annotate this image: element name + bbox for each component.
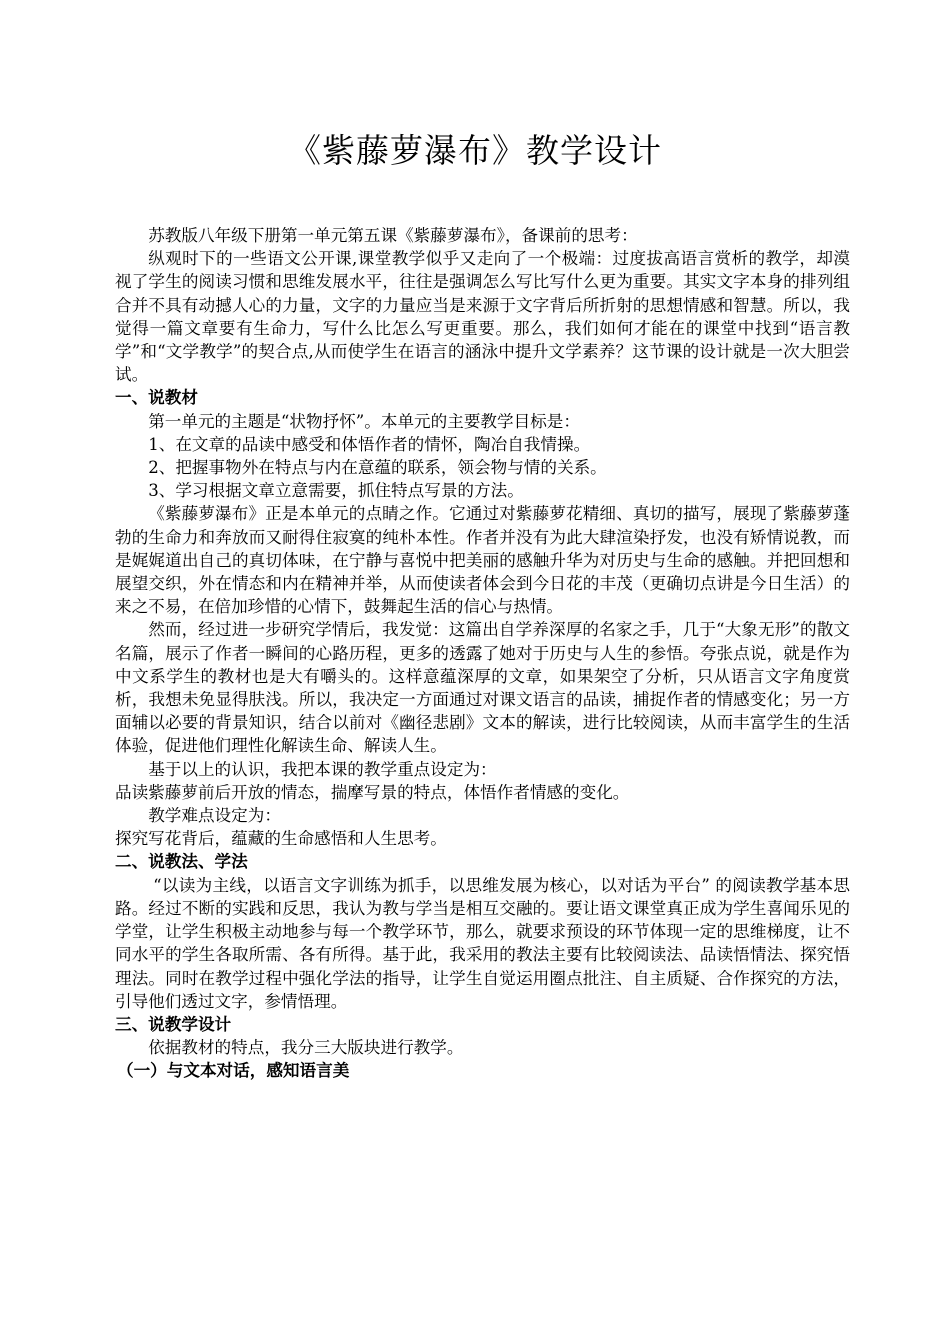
- intro-paragraph-1: 苏教版八年级下册第一单元第五课《紫藤萝瀑布》，备课前的思考：: [148, 226, 638, 245]
- teaching-difficulty: 探究写花背后，蕴藏的生命感悟和人生思考。: [115, 829, 447, 849]
- section2-paragraph-1: “以读为主线，以语言文字训练为抓手，以思维发展为核心，以对话为平台” 的阅读教学基本思路。经过不断的实践和反思，我认为教与学当是相互交融的。要让语文课堂真正成为学生喜闻乐见的学堂，让学生积极主动地参与每一个教学环节，那么，就要求预设的环节体现一定的思维梯度，让不同水平的学生各取所需、各有所得。基于此，我采用的教法主要有比较阅读法、品读悟情法、探究悟理法。同时在教学过程中强化学法的指导，让学生自觉运用圈点批注、自主质疑、合作探究的方法，引导他们透过文字，参情悟理。: [115, 875, 850, 1011]
- goal-item: 2、把握事物外在特点与内在意蕴的联系，领会物与情的关系。: [148, 458, 607, 478]
- section1-paragraph-6: 教学难点设定为：: [148, 806, 281, 826]
- document-title: 《紫藤萝瀑布》教学设计: [288, 131, 662, 170]
- intro-paragraph-2: 纵观时下的一些语文公开课,课堂教学似乎又走向了一个极端：过度拔高语言赏析的教学，却漠视了学生的阅读习惯和思维发展水平，往往是强调怎么写比写什么更为重要。其实文字本身的排列组合并不具有动撼人心的力量，文字的力量应当是来源于文字背后所折射的思想情感和智慧。所以，我觉得一篇文章要有生命力，写什么比怎么写更重要。那么，我们如何才能在的课堂中找到“语言教学”和“文学教学”的契合点,从而使学生在语言的涵泳中提升文学素养？这节课的设计就是一次大胆尝试。: [115, 249, 850, 385]
- teaching-focus: 品读紫藤萝前后开放的情态，揣摩写景的特点，体悟作者情感的变化。: [115, 782, 630, 802]
- section1-paragraph-2: 《紫藤萝瀑布》正是本单元的点睛之作。它通过对紫藤萝花精细、真切的描写，展现了紫藤萝蓬勃的生命力和奔放而又耐得住寂寞的纯朴本性。作者并没有为此大肆渲染抒发，也没有矫情说教，而是娓娓道出自己的真切体味，在宁静与喜悦中把美丽的感触升华为对历史与生命的感触。并把回想和展望交织，外在情态和内在精神并举，从而使读者体会到今日花的丰茂（更确切点讲是今日生活）的来之不易，在倍加珍惜的心情下，鼓舞起生活的信心与热情。: [115, 504, 850, 617]
- section1-paragraph-3: 然而，经过进一步研究学情后，我发觉：这篇出自学养深厚的名家之手，几于“大象无形”的散文名篇，展示了作者一瞬间的心路历程，更多的透露了她对于历史与人生的参悟。夸张点说，就是作为中文系学生的教材也是大有嚼头的。这样意蕴深厚的文章，如果架空了分析，只从语言文字角度赏析，我想未免显得肤浅。所以，我决定一方面通过对课文语言的品读，捕捉作者的情感变化；另一方面辅以必要的背景知识，结合以前对《幽径悲剧》文本的解读，进行比较阅读，从而丰富学生的生活体验，促进他们理性化解读生命、解读人生。: [115, 620, 850, 756]
- goal-item: 1、在文章的品读中感受和体悟作者的情怀，陶冶自我情操。: [148, 434, 591, 454]
- section-heading-1: 一、说教材: [115, 387, 198, 408]
- section-heading-2: 二、说教法、学法: [115, 851, 248, 872]
- document-body: [115, 224, 850, 1083]
- goal-item: 3、学习根据文章立意需要，抓住特点写景的方法。: [148, 481, 524, 501]
- section3-paragraph-1: 依据教材的特点，我分三大版块进行教学。: [148, 1038, 464, 1058]
- section1-paragraph-1: 第一单元的主题是“状物抒怀”。本单元的主要教学目标是：: [148, 411, 580, 431]
- section-heading-3: 三、说教学设计: [115, 1013, 232, 1034]
- sub-heading-1: （一）与文本对话，感知语言美: [117, 1060, 350, 1081]
- section1-paragraph-4: 基于以上的认识，我把本课的教学重点设定为：: [148, 759, 497, 779]
